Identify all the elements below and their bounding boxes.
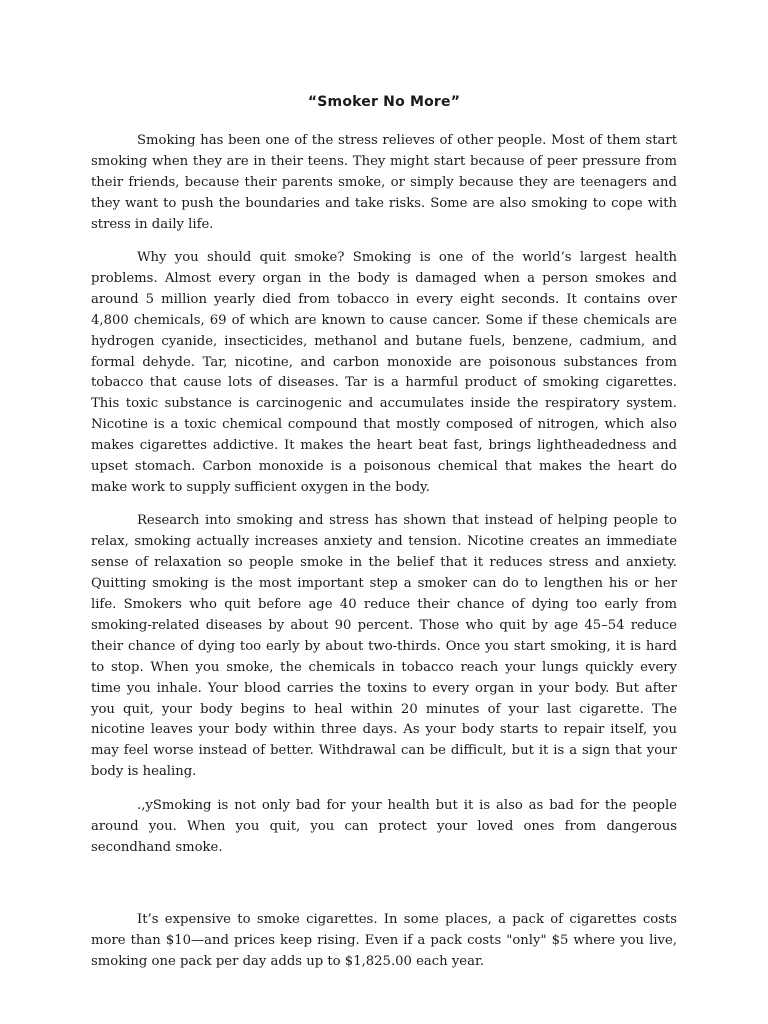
paragraph-cost: It’s expensive to smoke cigarettes. In some places, a pack of cigarettes costs more than $10—and prices keep rising. Even if a pack costs "only" $5 where you live, smoking one pack per day adds up to $1,825.00 each year. [91,912,677,970]
document-title: “Smoker No More” [307,94,461,110]
paragraph-intro: Smoking has been one of the stress relieves of other people. Most of them start smoking when they are in their teens. They might start because of peer pressure from their friends, because their parents smoke, or simply because they are teenagers and they want to push the boundaries and take risks. Some are also smoking to cope with stress in daily life. [91,133,677,232]
paragraph-secondhand-smoke: .,ySmoking is not only bad for your health but it is also as bad for the people around you. When you quit, you can protect your loved ones from dangerous secondhand smoke. [91,797,677,855]
document-body [91,131,677,973]
paragraph-research: Research into smoking and stress has shown that instead of helping people to relax, smoking actually increases anxiety and tension. Nicotine creates an immediate sense of relaxation so people smoke in the belief that it reduces stress and anxiety. Quitting smoking is the most important step a smoker can do to lengthen his or her life. Smokers who quit before age 40 reduce their chance of dying too early from smoking-related diseases by about 90 percent. Those who quit by age 45–54 reduce their chance of dying too early by about two-thirds. Once you start smoking, it is hard to stop. When you smoke, the chemicals in tobacco reach your lungs quickly every time you inhale. Your blood carries the toxins to every organ in your body. But after you quit, your body begins to heal within 20 minutes of your last cigarette. The nicotine leaves your body within three days. As your body starts to repair itself, you may feel worse instead of better. Withdrawal can be difficult, but it is a sign that your body is healing. [91,513,677,780]
paragraph-why-quit: Why you should quit smoke? Smoking is one of the world’s largest health problems. Almost every organ in the body is damaged when a person smokes and around 5 million yearly died from tobacco in every eight seconds. It contains over 4,800 chemicals, 69 of which are known to cause cancer. Some if these chemicals are hydrogen cyanide, insecticides, methanol and butane fuels, benzene, cadmium, and formal dehyde. Tar, nicotine, and carbon monoxide are poisonous substances from tobacco that cause lots of diseases. Tar is a harmful product of smoking cigarettes. This toxic substance is carcinogenic and accumulates inside the respiratory system. Nicotine is a toxic chemical compound that mostly composed of nitrogen, which also makes cigarettes addictive. It makes the heart beat fast, brings lightheadedness and upset stomach. Carbon monoxide is a poisonous chemical that makes the heart do make work to supply sufficient oxygen in the body. [91,250,677,495]
